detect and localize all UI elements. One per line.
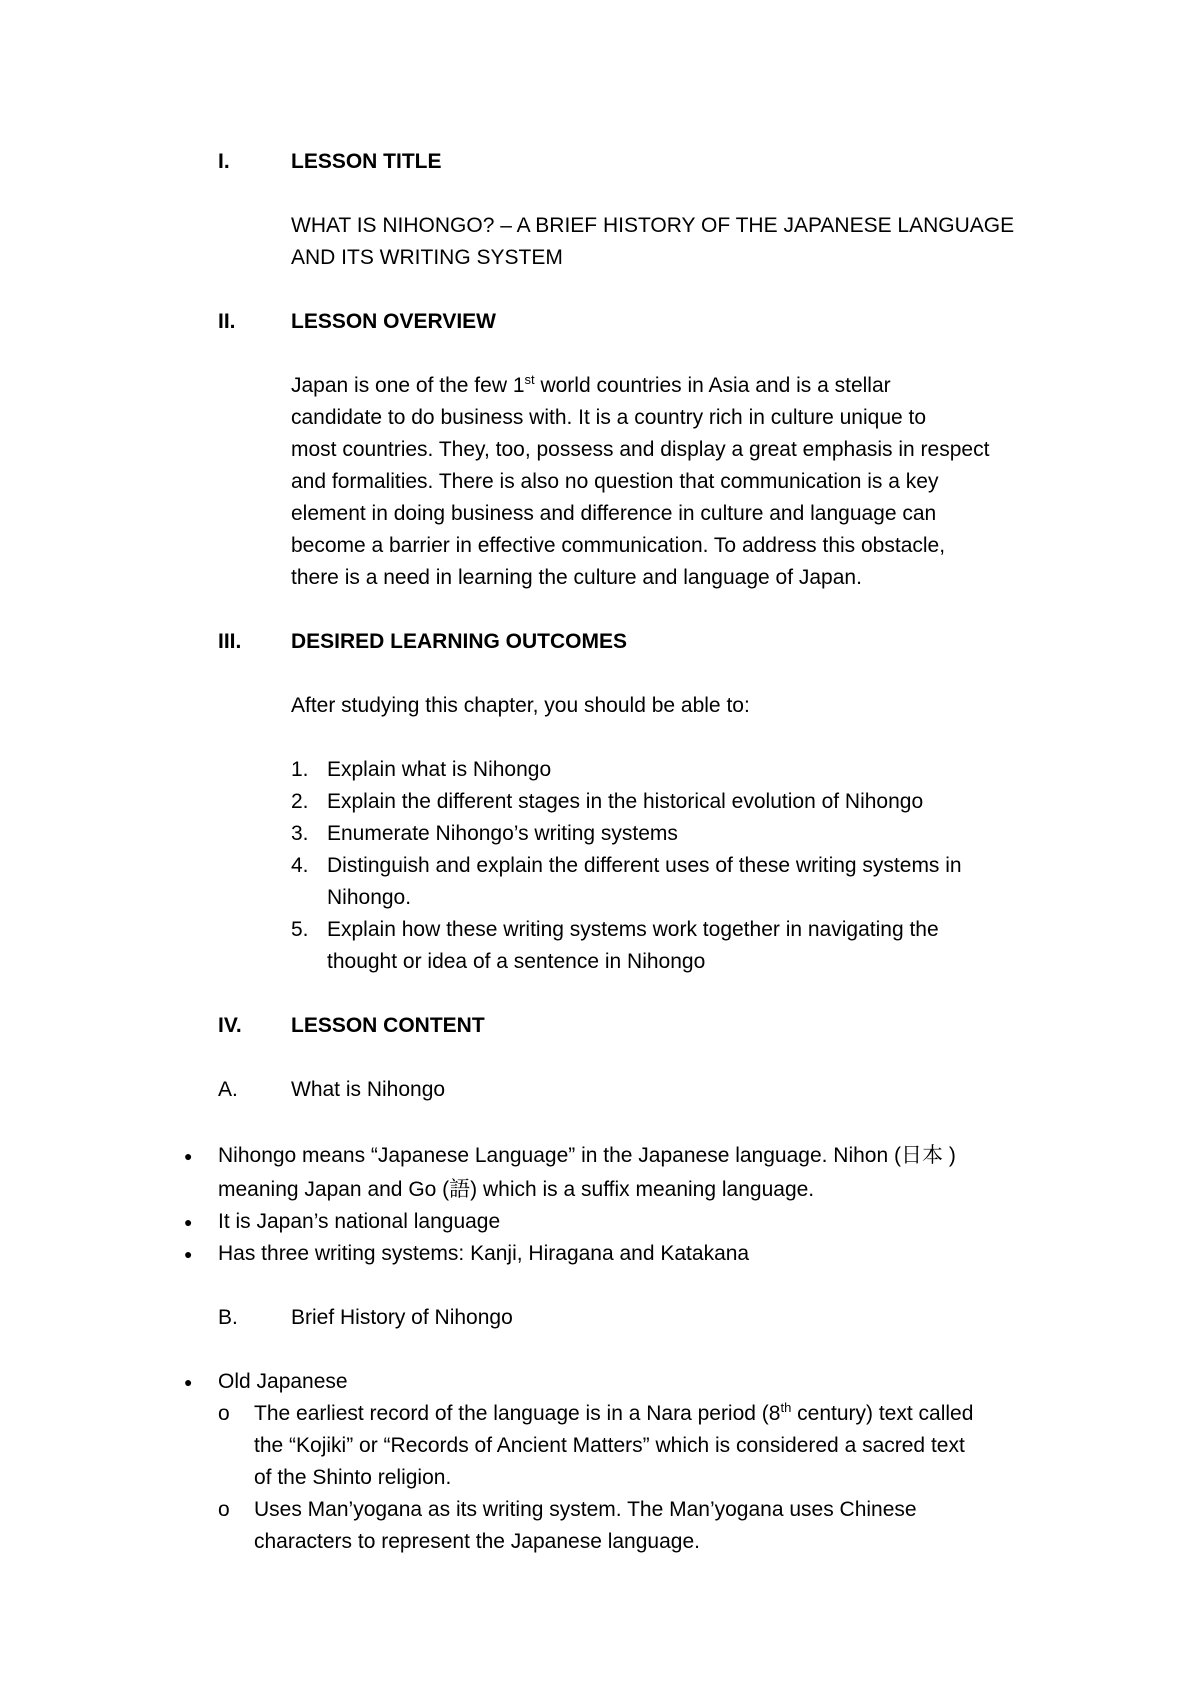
- overview-line: there is a need in learning the culture and language of Japan.: [291, 566, 862, 589]
- sub-bullet-text-continuation: characters to represent the Japanese language.: [254, 1530, 700, 1553]
- list-item: Explain the different stages in the historical evolution of Nihongo: [327, 790, 924, 813]
- list-number: 5.: [291, 918, 309, 941]
- list-number: 2.: [291, 790, 309, 813]
- sub-bullet-text-continuation: of the Shinto religion.: [254, 1466, 452, 1489]
- list-number: 4.: [291, 854, 309, 877]
- overview-line: become a barrier in effective communication. To address this obstacle,: [291, 534, 946, 557]
- list-number: 1.: [291, 758, 309, 781]
- overview-line: Japan is one of the few 1st world countries in Asia and is a stellar: [291, 372, 891, 397]
- list-item: Explain what is Nihongo: [327, 758, 552, 781]
- bullet-icon: ●: [184, 1246, 193, 1262]
- section-heading: DESIRED LEARNING OUTCOMES: [291, 630, 628, 653]
- sub-bullet-text: The earliest record of the language is in a Nara period (8th century) text called: [254, 1400, 974, 1425]
- sub-bullet-icon: o: [218, 1402, 230, 1425]
- bullet-text-continuation: meaning Japan and Go (語) which is a suffix meaning language.: [218, 1178, 815, 1201]
- sub-bullet-text-continuation: the “Kojiki” or “Records of Ancient Matters” which is considered a sacred text: [254, 1434, 965, 1457]
- list-item-continuation: thought or idea of a sentence in Nihongo: [327, 950, 706, 973]
- subsection-title: What is Nihongo: [291, 1078, 446, 1101]
- bullet-icon: ●: [184, 1148, 193, 1164]
- list-item: Enumerate Nihongo’s writing systems: [327, 822, 678, 845]
- list-item: Explain how these writing systems work together in navigating the: [327, 918, 939, 941]
- overview-line: most countries. They, too, possess and display a great emphasis in respect: [291, 438, 990, 461]
- lesson-title-line: WHAT IS NIHONGO? – A BRIEF HISTORY OF THE JAPANESE LANGUAGE: [291, 214, 1015, 237]
- sub-bullet-icon: o: [218, 1498, 230, 1521]
- list-number: 3.: [291, 822, 309, 845]
- list-item: Distinguish and explain the different uses of these writing systems in: [327, 854, 962, 877]
- lesson-title-line: AND ITS WRITING SYSTEM: [291, 246, 563, 269]
- section-number: II.: [218, 310, 236, 333]
- bullet-text: Has three writing systems: Kanji, Hiragana and Katakana: [218, 1242, 750, 1265]
- section-number: I.: [218, 150, 230, 173]
- overview-line: element in doing business and difference in culture and language can: [291, 502, 937, 525]
- section-heading: LESSON OVERVIEW: [291, 310, 496, 333]
- section-number: IV.: [218, 1014, 242, 1037]
- overview-line: and formalities. There is also no question that communication is a key: [291, 470, 939, 493]
- outcomes-intro: After studying this chapter, you should be able to:: [291, 694, 750, 717]
- bullet-text: Old Japanese: [218, 1370, 348, 1393]
- overview-line: candidate to do business with. It is a country rich in culture unique to: [291, 406, 927, 429]
- sub-bullet-text: Uses Man’yogana as its writing system. The Man’yogana uses Chinese: [254, 1498, 917, 1521]
- subsection-letter: A.: [218, 1078, 238, 1101]
- bullet-icon: ●: [184, 1374, 193, 1390]
- subsection-title: Brief History of Nihongo: [291, 1306, 513, 1329]
- section-heading: LESSON TITLE: [291, 150, 442, 173]
- bullet-text: It is Japan’s national language: [218, 1210, 501, 1233]
- bullet-text: Nihongo means “Japanese Language” in the Japanese language. Nihon (日本 ): [218, 1144, 956, 1167]
- subsection-letter: B.: [218, 1306, 238, 1329]
- list-item-continuation: Nihongo.: [327, 886, 412, 909]
- section-heading: LESSON CONTENT: [291, 1014, 485, 1037]
- section-number: III.: [218, 630, 242, 653]
- bullet-icon: ●: [184, 1214, 193, 1230]
